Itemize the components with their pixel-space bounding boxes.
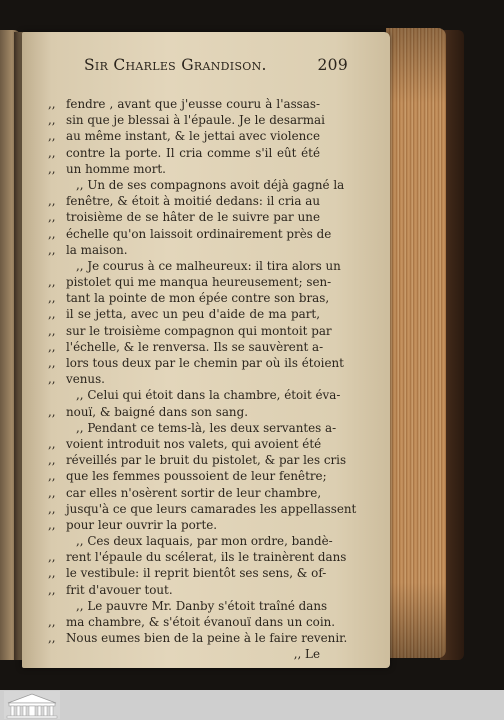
line-text: ,, Un de ses compagnons avoit déjà gagné la — [76, 177, 345, 192]
line-text: un homme mort. — [66, 161, 166, 176]
text-line — [48, 145, 320, 161]
text-line — [48, 420, 337, 436]
running-header — [76, 56, 348, 78]
line-text: ,, Pendant ce tems-là, les deux servantes a- — [76, 420, 337, 435]
quote-mark: ,, — [48, 485, 56, 500]
text-line — [48, 242, 320, 258]
line-text: l'échelle, & le renversa. Ils se sauvèrent a- — [66, 339, 324, 354]
quote-mark: ,, — [48, 194, 56, 209]
text-line — [48, 549, 347, 565]
quote-mark: ,, — [48, 129, 56, 144]
text-line — [48, 161, 320, 177]
line-text: ma chambre, & s'étoit évanouï dans un coin. — [66, 615, 336, 629]
quote-mark: ,, — [48, 517, 56, 532]
text-line — [48, 404, 320, 420]
text-line — [48, 630, 348, 646]
quote-mark: ,, — [48, 145, 56, 160]
quote-mark: ,, — [48, 631, 56, 646]
text-line — [48, 371, 320, 387]
text-line — [48, 565, 327, 581]
text-line — [48, 452, 347, 468]
line-text: pistolet qui me manqua heureusement; sen- — [66, 275, 332, 290]
text-line — [48, 614, 336, 630]
line-text: le vestibule: il reprit bientôt ses sens, & of- — [66, 566, 327, 581]
text-line — [48, 193, 320, 209]
line-text: contre la porte. Il cria comme s'il eût été — [66, 145, 320, 160]
text-line — [48, 112, 325, 128]
text-line — [48, 355, 344, 371]
quote-mark: ,, — [48, 372, 56, 387]
quote-mark: ,, — [48, 323, 56, 338]
quote-mark: ,, — [48, 307, 56, 322]
text-line — [48, 128, 320, 144]
text-line — [48, 598, 328, 614]
quote-mark: ,, — [48, 161, 56, 176]
body-text — [48, 96, 357, 663]
line-text: tant la pointe de mon épée contre son bras, — [66, 291, 330, 306]
line-text: fendre , avant que j'eusse couru à l'assas- — [66, 97, 320, 111]
text-line — [48, 517, 320, 533]
quote-mark: ,, — [48, 566, 56, 581]
text-line — [48, 501, 357, 517]
text-line — [48, 339, 324, 355]
text-line — [48, 226, 332, 242]
quote-mark: ,, — [48, 501, 56, 516]
line-text: fenêtre, & étoit à moitié dedans: il cria au — [66, 194, 320, 209]
library-building-icon — [4, 691, 60, 719]
quote-mark: ,, — [48, 436, 56, 451]
quote-mark: ,, — [48, 226, 56, 241]
line-text: nouï, & baigné dans son sang. — [66, 404, 248, 419]
text-line — [48, 274, 332, 290]
line-text: Nous eumes bien de la peine à le faire revenir. — [66, 631, 348, 646]
quote-mark: ,, — [48, 615, 56, 629]
quote-mark: ,, — [48, 453, 56, 468]
line-text: la maison. — [66, 242, 128, 257]
line-text: échelle qu'on laissoit ordinairement près de — [66, 226, 332, 241]
line-text: rent l'épaule du scélerat, ils le trainèrent dans — [66, 550, 347, 565]
running-title: Sir Charles Grandison. — [84, 56, 267, 74]
line-text: ,, Le — [293, 647, 320, 662]
text-line — [48, 485, 320, 501]
quote-mark: ,, — [48, 404, 56, 419]
text-line — [48, 436, 320, 452]
quote-mark: ,, — [48, 210, 56, 225]
line-text: jusqu'à ce que leurs camarades les appellassent — [66, 501, 357, 516]
line-text: sin que je blessai à l'épaule. Je le desarmai — [66, 113, 325, 128]
text-line — [48, 306, 320, 322]
line-text: ,, Ces deux laquais, par mon ordre, bandè- — [76, 534, 333, 549]
line-text: il se jetta, avec un peu d'aide de ma part, — [66, 307, 320, 322]
text-line — [48, 290, 330, 306]
line-text: voient introduit nos valets, qui avoient été — [66, 436, 322, 451]
line-text: troisième de se hâter de le suivre par une — [66, 210, 320, 225]
quote-mark: ,, — [48, 291, 56, 306]
line-text: venus. — [66, 372, 105, 387]
quote-mark: ,, — [48, 113, 56, 128]
text-line — [48, 533, 333, 549]
page-number: 209 — [317, 56, 348, 74]
text-line — [48, 582, 320, 598]
line-text: ,, Je courus à ce malheureux: il tira alors un — [76, 258, 341, 273]
text-line — [48, 323, 332, 339]
line-text: sur le troisième compagnon qui montoit par — [66, 323, 332, 338]
text-line — [48, 96, 320, 112]
text-line — [48, 646, 320, 662]
line-text: réveillés par le bruit du pistolet, & par les cris — [66, 453, 347, 468]
quote-mark: ,, — [48, 242, 56, 257]
line-text: ,, Celui qui étoit dans la chambre, étoit éva- — [76, 388, 341, 403]
line-text: car elles n'osèrent sortir de leur chambre, — [66, 485, 322, 500]
text-line — [48, 258, 341, 274]
quote-mark: ,, — [48, 550, 56, 565]
text-line — [48, 468, 327, 484]
text-line — [48, 387, 341, 403]
viewer-footer-bar — [0, 690, 504, 720]
page-edges-shade — [386, 28, 446, 658]
quote-mark: ,, — [48, 582, 56, 597]
line-text: frit d'avouer tout. — [66, 582, 173, 597]
text-line — [48, 177, 345, 193]
text-line — [48, 209, 320, 225]
quote-mark: ,, — [48, 469, 56, 484]
line-text: lors tous deux par le chemin par où ils étoient — [66, 356, 344, 370]
quote-mark: ,, — [48, 275, 56, 290]
line-text: que les femmes poussoient de leur fenêtre; — [66, 469, 327, 484]
quote-mark: ,, — [48, 97, 56, 111]
line-text: pour leur ouvrir la porte. — [66, 517, 218, 532]
quote-mark: ,, — [48, 339, 56, 354]
line-text: ,, Le pauvre Mr. Danby s'étoit traîné dans — [76, 598, 328, 613]
quote-mark: ,, — [48, 356, 56, 370]
line-text: au même instant, & le jettai avec violence — [66, 129, 320, 144]
